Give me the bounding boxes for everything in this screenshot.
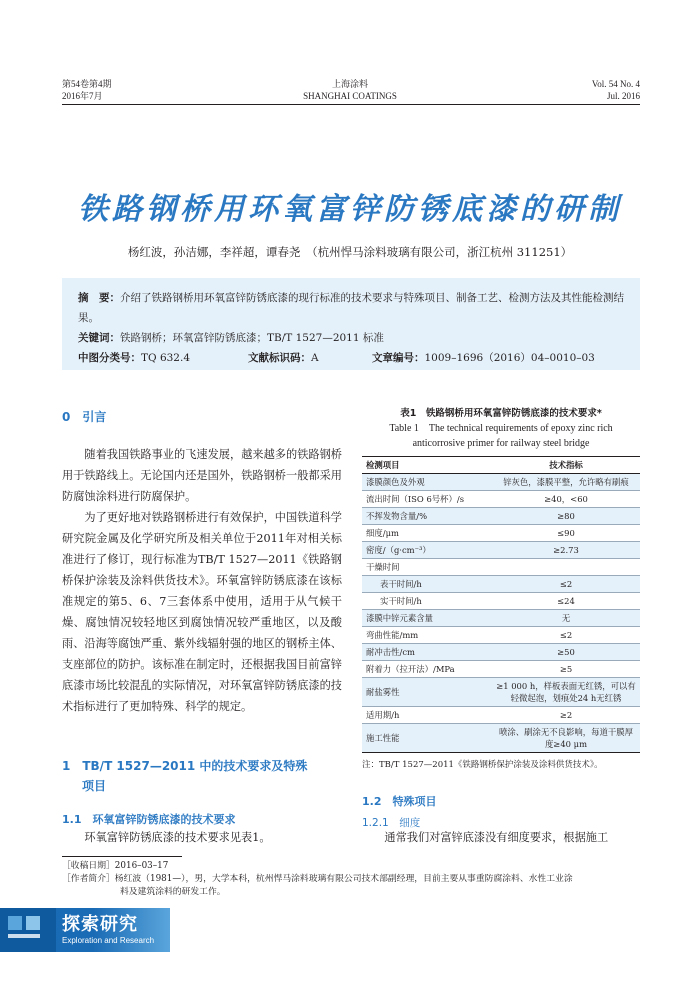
- section-1-title-line-2: 项目: [82, 779, 107, 793]
- subsection-1-2-1-title: 1.2.1 细度: [362, 817, 421, 829]
- abstract: [78, 288, 624, 328]
- article-no-value: 1009–1696（2016）04–0010–03: [424, 352, 595, 364]
- table-cell-value: 锌灰色，漆膜平整，允许略有刷痕: [492, 474, 640, 491]
- table-cell-item: 适用期/h: [362, 707, 492, 724]
- column-logo: [0, 908, 170, 952]
- header-right: [592, 78, 640, 102]
- table-caption-zh: 表1 铁路钢桥用环氧富锌防锈底漆的技术要求*: [400, 408, 602, 419]
- clc-value: TQ 632.4: [141, 352, 191, 364]
- table-cell-value: ≥5: [492, 661, 640, 678]
- table-row: [362, 644, 640, 661]
- table-cell-value: ≤2: [492, 627, 640, 644]
- table-cell-value: 喷涂、刷涂无不良影响，每道干膜厚度≥40 μm: [492, 724, 640, 753]
- clc-label: 中图分类号：: [78, 352, 141, 364]
- table-cell-value: [492, 559, 640, 576]
- table-cell-item: 耐冲击性/cm: [362, 644, 492, 661]
- subsection-1-2-1-text: 通常我们对富锌底漆没有细度要求，根据施工: [384, 831, 609, 844]
- table-cell-value: ≥1 000 h，样板表面无红锈，可以有轻微起泡，划痕处24 h无红锈: [492, 678, 640, 707]
- volume-en: Vol. 54 No. 4: [591, 79, 640, 89]
- table-caption-en-2: anticorrosive primer for railway steel bridge: [412, 438, 590, 449]
- table-cell-item: 弯曲性能/mm: [362, 627, 492, 644]
- section-1-title-line-1: 1 TB/T 1527—2011 中的技术要求及特殊: [62, 759, 308, 773]
- date-en: Jul. 2016: [606, 91, 640, 101]
- table-note: 注：TB/T 1527—2011《铁路钢桥保护涂装及涂料供货技术》。: [362, 760, 603, 770]
- logo-text-zh: 探索研究: [62, 914, 138, 935]
- table-cell-value: 无: [492, 610, 640, 627]
- table-cell-item: 干燥时间: [362, 559, 492, 576]
- keywords-label: 关键词：: [78, 332, 120, 344]
- table-cell-item: 不挥发物含量/%: [362, 508, 492, 525]
- table-row: [362, 576, 640, 593]
- received-date: ［收稿日期］2016–03–17: [62, 861, 169, 871]
- table-header-row: [362, 457, 640, 474]
- column-header-value: 技术指标: [492, 457, 640, 474]
- section-0-paragraph-1: 随着我国铁路事业的飞速发展，越来越多的铁路钢桥用于铁路线上。无论国内还是国外，铁路钢桥一般都采用防腐蚀涂料进行防腐保护。: [62, 448, 342, 503]
- table-cell-item: 漆膜中锌元素含量: [362, 610, 492, 627]
- spec-table: [362, 456, 640, 753]
- section-0-title: 0 引言: [62, 410, 107, 424]
- keywords-text: 铁路钢桥；环氧富锌防锈底漆；TB/T 1527—2011 标准: [120, 332, 384, 344]
- table-cell-value: ≥50: [492, 644, 640, 661]
- author-bio-1: ［作者简介］杨红波（1981—），男，大学本科，杭州悍马涂料玻璃有限公司技术部副经理，目前主要从事重防腐涂料、水性工业涂: [62, 874, 573, 884]
- table-cell-item: 密度/（g·cm⁻³）: [362, 542, 492, 559]
- author-bio-2: 料及建筑涂料的研发工作。: [120, 887, 226, 897]
- footnote: [62, 860, 642, 899]
- subsection-1-1-body: [62, 827, 342, 848]
- table-caption-en-1: Table 1 The technical requirements of epoxy zinc rich: [389, 423, 613, 434]
- table-row: [362, 474, 640, 491]
- abstract-panel: [62, 278, 640, 370]
- journal-en: SHANGHAI COATINGS: [303, 91, 397, 101]
- section-1-title: [62, 756, 307, 796]
- table-row: [362, 559, 640, 576]
- author-line: 杨红波，孙洁娜，李祥超，谭春尧 （杭州悍马涂料玻璃有限公司，浙江杭州 311251）: [127, 245, 573, 259]
- classification-row: [78, 348, 624, 368]
- table-cell-value: ≤90: [492, 525, 640, 542]
- table-cell-item: 施工性能: [362, 724, 492, 753]
- table-row: [362, 593, 640, 610]
- subsection-1-2-1-body: [362, 827, 640, 848]
- table-row: [362, 491, 640, 508]
- table-cell-value: ≥2: [492, 707, 640, 724]
- keywords: [78, 328, 624, 348]
- table-cell-item: 表干时间/h: [362, 576, 492, 593]
- table-row: [362, 525, 640, 542]
- article-no-label: 文章编号：: [372, 352, 425, 364]
- table-row: [362, 678, 640, 707]
- table-cell-item: 细度/μm: [362, 525, 492, 542]
- section-0-body: [62, 444, 342, 717]
- subsection-1-1-text: 环氧富锌防锈底漆的技术要求见表1。: [84, 831, 271, 844]
- journal-zh: 上海涂料: [331, 79, 368, 89]
- paper-title: 铁路钢桥用环氧富锌防锈底漆的研制: [78, 192, 622, 227]
- table-cell-item: 漆膜颜色及外观: [362, 474, 492, 491]
- subsection-1-1-title: 1.1 环氧富锌防锈底漆的技术要求: [62, 813, 236, 826]
- footnote-divider: [62, 856, 182, 857]
- doc-code-label: 文献标识码：: [248, 352, 311, 364]
- table-row: [362, 610, 640, 627]
- table-row: [362, 508, 640, 525]
- table-cell-value: ≤2: [492, 576, 640, 593]
- subsection-1-2-title: 1.2 特殊项目: [362, 795, 437, 808]
- table-cell-value: ≤24: [492, 593, 640, 610]
- logo-text-en: Exploration and Research: [62, 936, 155, 945]
- table-cell-item: 实干时间/h: [362, 593, 492, 610]
- table-cell-value: ≥80: [492, 508, 640, 525]
- table-cell-item: 耐盐雾性: [362, 678, 492, 707]
- logo-graphic-icon: [0, 908, 56, 952]
- doc-code-value: A: [311, 352, 319, 364]
- table-row: [362, 542, 640, 559]
- abstract-label: 摘 要：: [78, 292, 120, 304]
- abstract-text: 介绍了铁路钢桥用环氧富锌防锈底漆的现行标准的技术要求与特殊项目、制备工艺、检测方法及其性能检测结果。: [78, 292, 624, 324]
- section-0-paragraph-2: 为了更好地对铁路钢桥进行有效保护，中国铁道科学研究院金属及化学研究所及相关单位于2011年对相关标准进行了修订，现行标准为TB/T 1527—2011《铁路钢桥保护涂装及涂料供货技术》。环氧富锌防锈底漆在该标准规定的第5、6、7三套体系中使用，适用于从气候干燥、腐蚀情况较轻地区到腐蚀情况较严重地区，以及酸雨、沿海等腐蚀严重、紫外线辐射强的地区的钢桥主体、支座部位的防护。该标准在制定时，还根据我国目前富锌底漆市场比较混乱的实际情况，对环氧富锌防锈底漆的技术指标进行了更加特殊、科学的规定。: [62, 511, 342, 713]
- table-row: [362, 661, 640, 678]
- table-cell-item: 流出时间（ISO 6号杯）/s: [362, 491, 492, 508]
- table-cell-item: 附着力（拉开法）/MPa: [362, 661, 492, 678]
- table-caption: [362, 406, 640, 451]
- table-body: [362, 474, 640, 753]
- table-row: [362, 707, 640, 724]
- header-divider: [62, 104, 640, 105]
- table-row: [362, 724, 640, 753]
- table-cell-value: ≥2.73: [492, 542, 640, 559]
- volume-zh: 第54卷第4期: [62, 79, 112, 89]
- table-row: [362, 627, 640, 644]
- table-cell-value: ≥40，<60: [492, 491, 640, 508]
- date-zh: 2016年7月: [62, 91, 103, 101]
- column-header-item: 检测项目: [362, 457, 492, 474]
